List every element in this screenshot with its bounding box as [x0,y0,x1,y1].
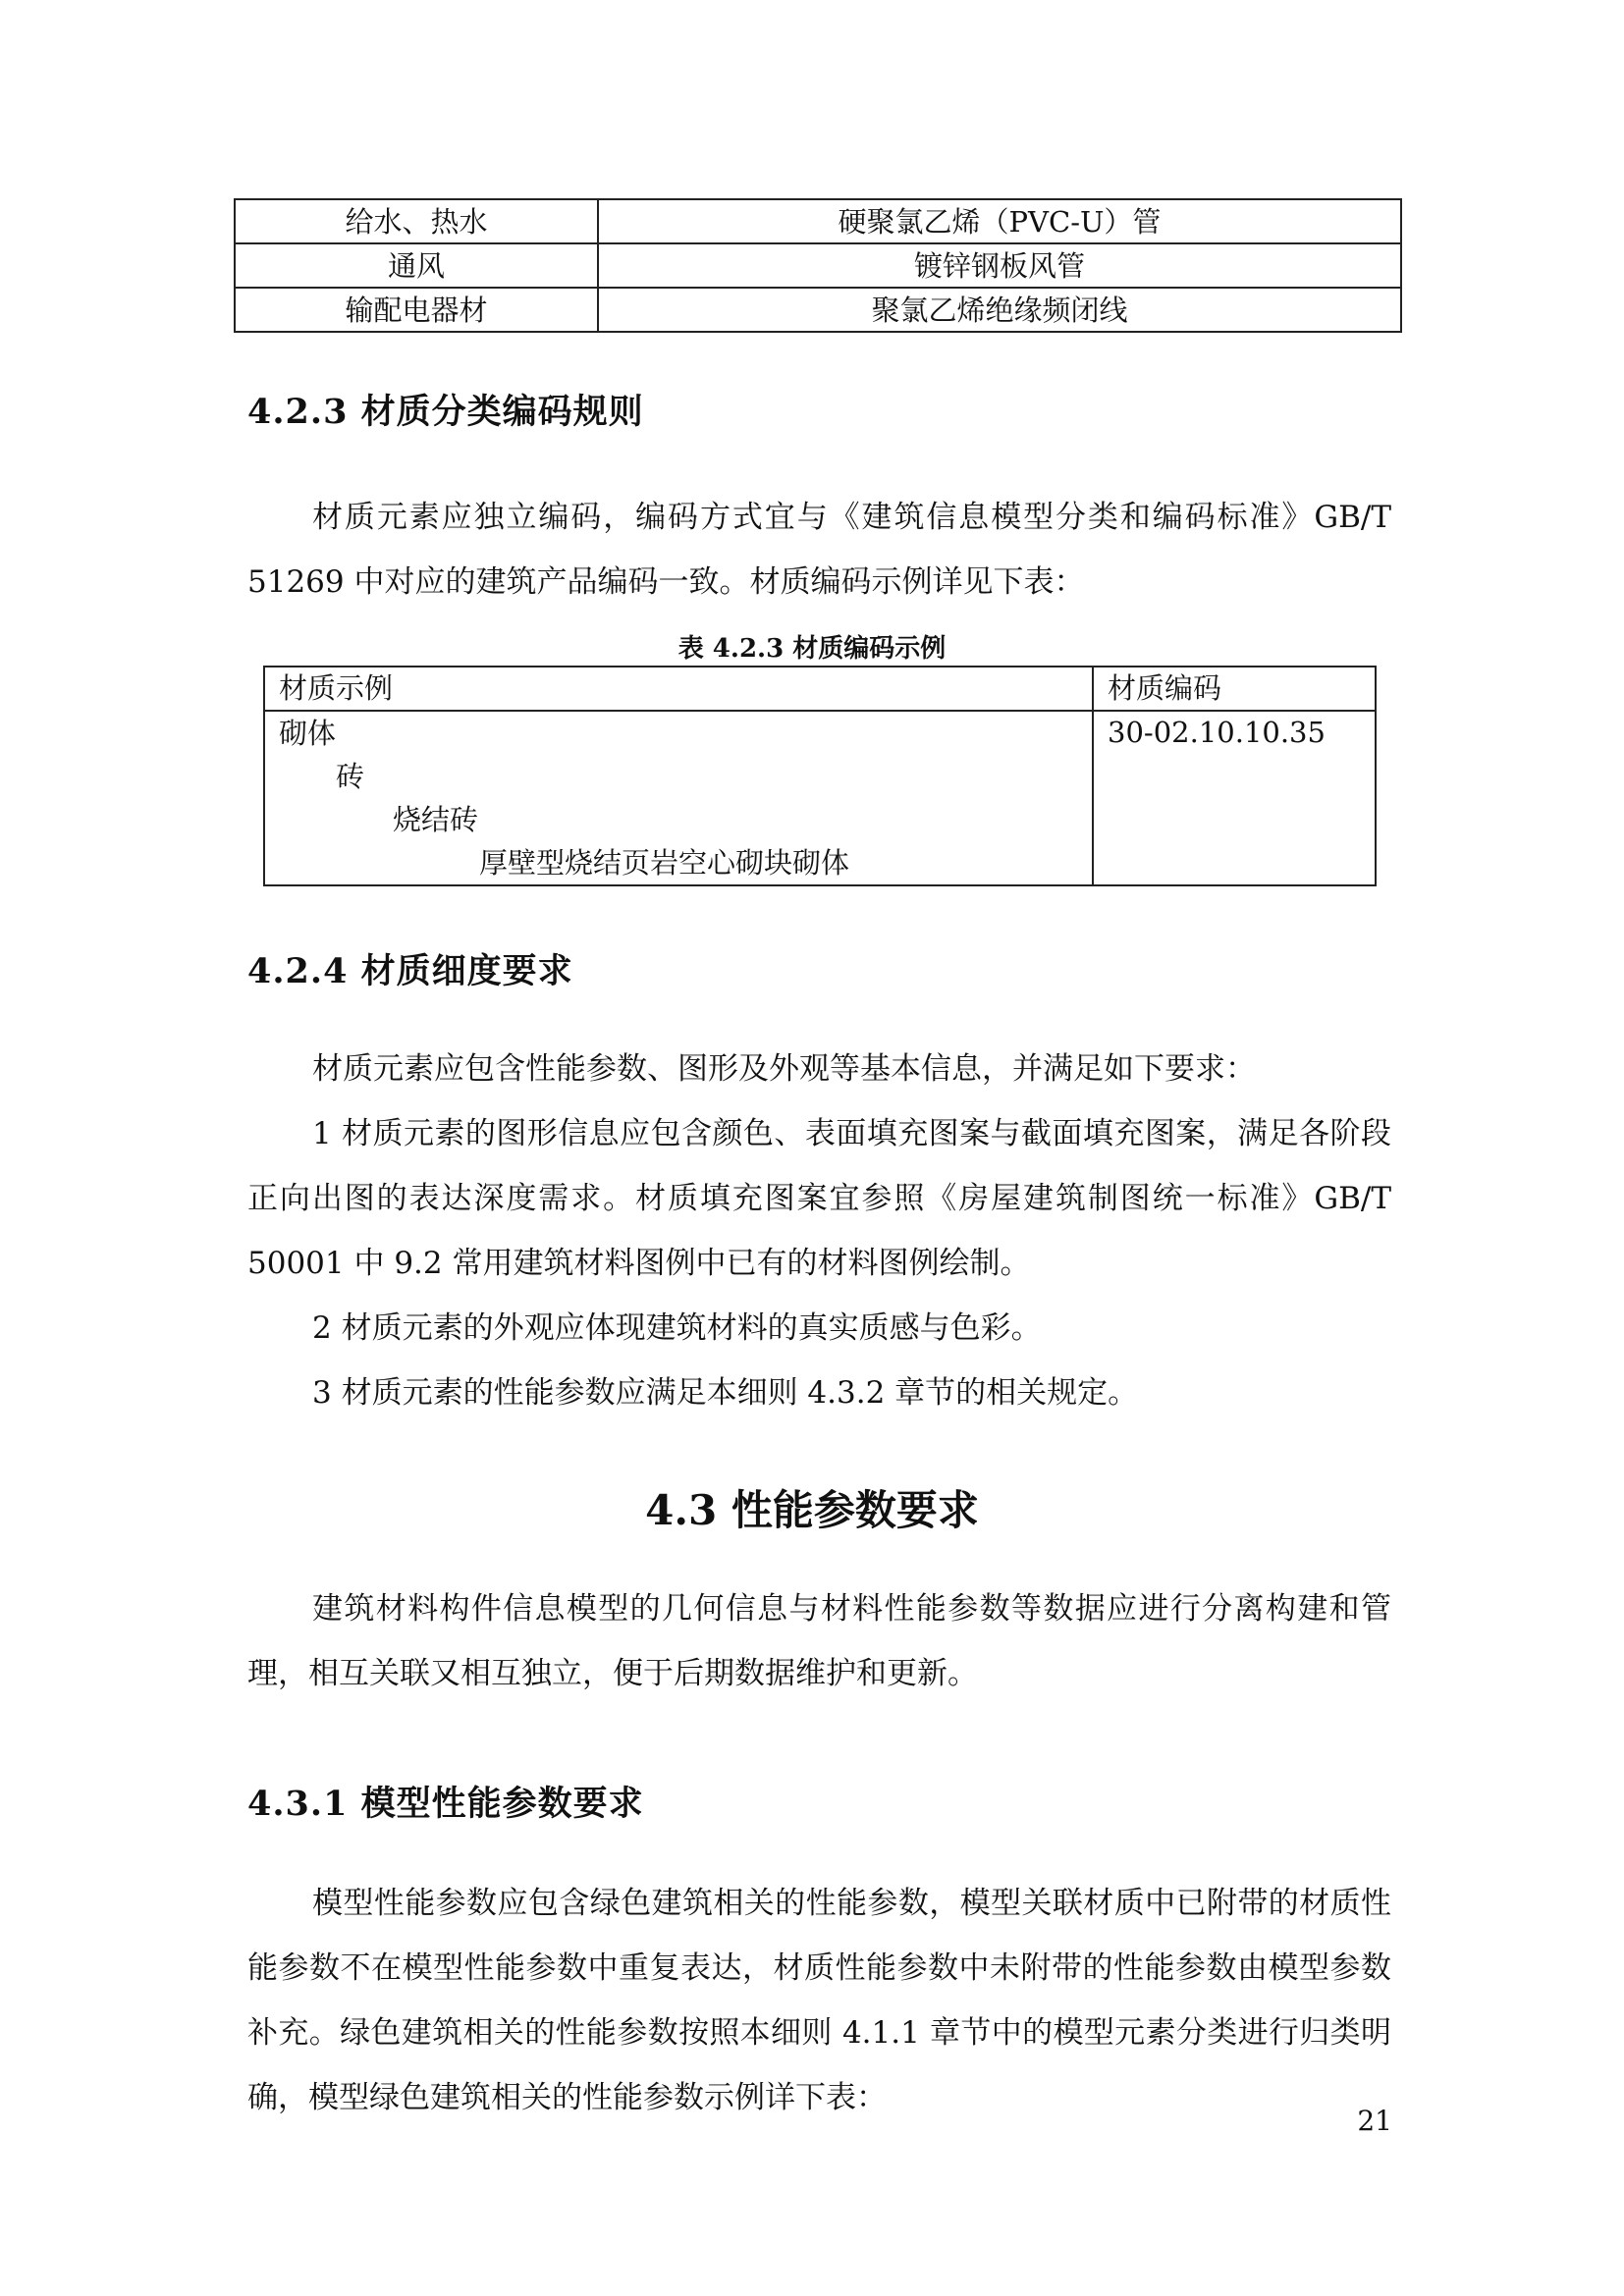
section-heading-4-3-1: 4.3.1 模型性能参数要求 [247,1784,644,1824]
section-heading-4-2-4: 4.2.4 材质细度要求 [247,951,573,991]
table-row [235,199,1401,243]
table-row [264,711,1376,885]
example-level-4: 厚壁型烧结页岩空心砌块砌体 [479,846,850,880]
table-header-row [264,667,1376,711]
list-item: 3 材质元素的性能参数应满足本细则 4.3.2 章节的相关规定。 [312,1375,1139,1411]
table-cell: 硬聚氯乙烯（PVC-U）管 [598,199,1401,243]
table-cell: 镀锌钢板风管 [598,243,1401,288]
table-cell: 给水、热水 [235,199,598,243]
material-example-cell [264,711,1093,885]
paragraph: 模型性能参数应包含绿色建筑相关的性能参数，模型关联材质中已附带的材质性能参数不在模型性能参数中重复表达，材质性能参数中未附带的性能参数由模型参数补充。绿色建筑相关的性能参数按照本细则 4.1.1 章节中的模型元素分类进行归类明确，模型绿色建筑相关的性能参数示例详下表： [247,1886,1391,2115]
material-code-table [263,666,1377,886]
material-code-cell: 30-02.10.10.35 [1093,711,1376,885]
paragraph: 建筑材料构件信息模型的几何信息与材料性能参数等数据应进行分离构建和管理，相互关联又相互独立，便于后期数据维护和更新。 [247,1591,1391,1691]
column-header-example: 材质示例 [264,667,1093,711]
column-header-code: 材质编码 [1093,667,1376,711]
page-number: 21 [1357,2105,1392,2137]
section-heading-4-3: 4.3 性能参数要求 [645,1486,979,1534]
pipe-material-table [234,198,1402,333]
table-cell: 聚氯乙烯绝缘频闭线 [598,288,1401,332]
paragraph: 材质元素应包含性能参数、图形及外观等基本信息，并满足如下要求： [312,1051,1256,1087]
example-level-2: 砖 [336,760,365,793]
list-item: 1 材质元素的图形信息应包含颜色、表面填充图案与截面填充图案，满足各阶段正向出图的表达深度需求。材质填充图案宜参照《房屋建筑制图统一标准》GB/T 50001 中 9.2 常用建筑材料图例中已有的材料图例绘制。 [247,1116,1391,1281]
section-heading-4-2-3: 4.2.3 材质分类编码规则 [247,392,644,432]
table-caption: 表 4.2.3 材质编码示例 [677,634,947,664]
paragraph: 材质元素应独立编码，编码方式宜与《建筑信息模型分类和编码标准》GB/T 51269 中对应的建筑产品编码一致。材质编码示例详见下表： [247,500,1391,600]
table-cell: 通风 [235,243,598,288]
example-level-1: 砌体 [279,717,337,750]
list-item: 2 材质元素的外观应体现建筑材料的真实质感与色彩。 [312,1310,1042,1346]
table-cell: 输配电器材 [235,288,598,332]
table-row [235,243,1401,288]
table-row [235,288,1401,332]
example-level-3: 烧结砖 [393,803,479,836]
